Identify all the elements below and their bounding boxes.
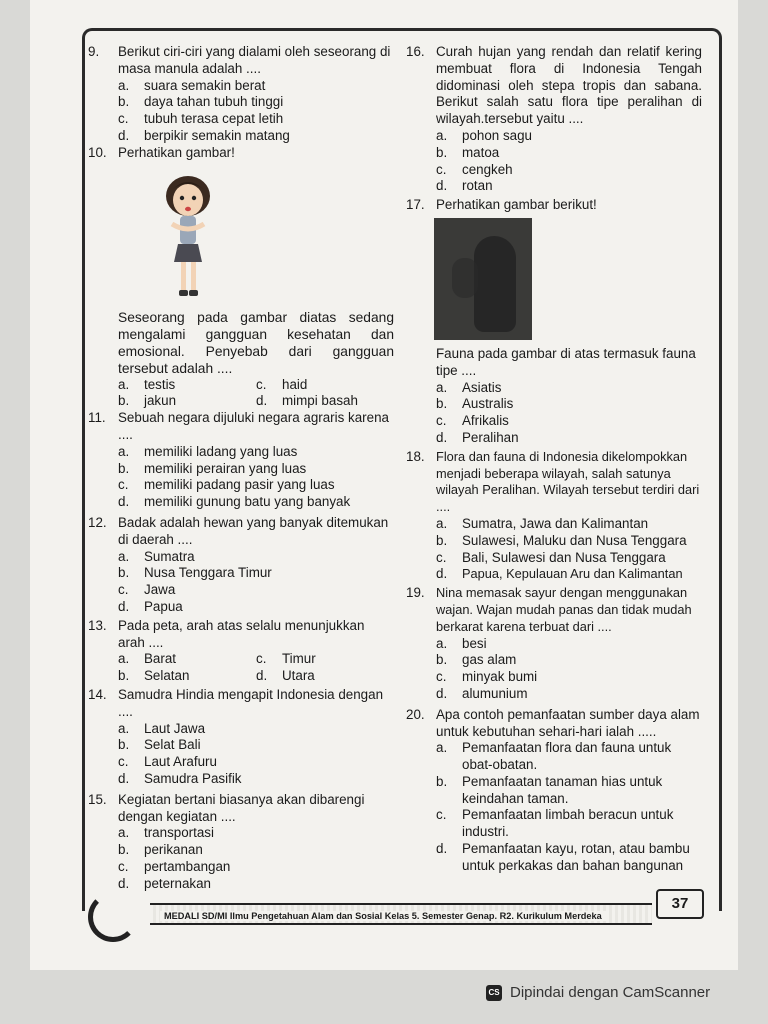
option: d. Peralihan — [436, 429, 519, 445]
question-number: 14. — [88, 686, 107, 702]
question-stem: Sebuah negara dijuluki negara agraris karena .... — [118, 410, 389, 442]
question-stem: Flora dan fauna di Indonesia dikelompokkan menjadi beberapa wilayah, salah satunya wilayah Peralihan. Wilayah tersebut terdiri dari .... — [436, 448, 700, 515]
question-stem: Pada peta, arah atas selalu menunjukkan arah .... — [118, 617, 365, 650]
question-number: 9. — [88, 44, 100, 59]
option: b. Pemanfaatan tanaman hias untuk keindahan taman. — [436, 773, 663, 806]
option: a. pohon sagu — [436, 127, 532, 143]
option: d. Papua — [118, 598, 183, 614]
option: c. Laut Arafuru — [118, 754, 217, 770]
option: a. suara semakin berat — [118, 77, 266, 93]
option: c. cengkeh — [436, 161, 513, 177]
decorative-curl — [88, 892, 138, 942]
option-row: b. Selatan d. Utara — [118, 668, 315, 684]
option-row: b. jakun d. mimpi basah — [118, 393, 358, 409]
question-number: 12. — [88, 514, 107, 530]
option: b. matoa — [436, 144, 500, 160]
question-number: 19. — [406, 585, 425, 601]
option: c. Afrikalis — [436, 413, 509, 429]
option: c. Bali, Sulawesi dan Nusa Tenggara — [436, 549, 666, 565]
right-column — [406, 44, 702, 875]
option: d. rotan — [436, 178, 493, 194]
question-20 — [406, 707, 702, 875]
question-stem: Badak adalah hewan yang banyak ditemukan di daerah .... — [118, 514, 389, 547]
page-number: 37 — [656, 889, 704, 919]
question-15 — [88, 792, 394, 893]
question-13 — [88, 618, 394, 685]
option: d. alumunium — [436, 685, 528, 701]
option: a. Sumatra — [118, 548, 195, 564]
question-stem-continued: Seseorang pada gambar diatas sedang mengalami gangguan kesehatan dan emosional. Penyebab dari gangguan tersebut adalah .... — [118, 309, 394, 376]
option: c. minyak bumi — [436, 669, 538, 685]
footer-text: MEDALI SD/MI Ilmu Pengetahuan Alam dan Sosial Kelas 5. Semester Genap. R2. Kurikulum Merdeka — [160, 911, 606, 921]
left-column — [88, 44, 394, 892]
question-stem: Nina memasak sayur dengan menggunakan wajan. Wajan mudah panas dan tidak mudah berkarat karena terbuat dari .... — [436, 585, 692, 634]
question-stem: Berikut ciri-ciri yang dialami oleh seseorang di masa manula adalah .... — [118, 44, 391, 76]
option: b. Selat Bali — [118, 737, 201, 753]
question-number: 15. — [88, 791, 107, 807]
option: b. Sulawesi, Maluku dan Nusa Tenggara — [436, 532, 687, 548]
option-row: a. testis c. haid — [118, 376, 308, 392]
option: c. memiliki padang pasir yang luas — [118, 477, 335, 493]
question-17 — [406, 197, 702, 447]
option: c. Pemanfaatan limbah beracun untuk industri. — [436, 807, 674, 840]
option: c. tubuh terasa cepat letih — [118, 111, 284, 127]
option: a. memiliki ladang yang luas — [118, 443, 298, 459]
girl-illustration — [158, 168, 218, 303]
option: a. Laut Jawa — [118, 720, 206, 736]
animal-photo — [434, 218, 532, 340]
question-stem: Perhatikan gambar! — [118, 144, 235, 160]
camscanner-watermark — [486, 984, 710, 1001]
option: a. Pemanfaatan flora dan fauna untuk obat-obatan. — [436, 740, 672, 773]
question-number: 16. — [406, 44, 425, 59]
option: b. gas alam — [436, 652, 517, 668]
option: b. perikanan — [118, 842, 203, 858]
option: b. daya tahan tubuh tinggi — [118, 94, 284, 110]
question-14 — [88, 687, 394, 788]
option: a. Sumatra, Jawa dan Kalimantan — [436, 515, 649, 531]
option: b. memiliki perairan yang luas — [118, 460, 307, 476]
footer-banner — [150, 903, 652, 925]
question-number: 10. — [88, 144, 107, 160]
option: d. Samudra Pasifik — [118, 770, 242, 786]
question-number: 18. — [406, 448, 425, 464]
question-18 — [406, 449, 702, 583]
question-stem: Kegiatan bertani biasanya akan dibarengi dengan kegiatan .... — [118, 791, 365, 824]
option: d. Papua, Kepulauan Aru dan Kalimantan — [436, 566, 683, 582]
option: a. Asiatis — [436, 379, 502, 395]
camscanner-text: Dipindai dengan CamScanner — [510, 984, 711, 1001]
question-stem: Curah hujan yang rendah dan relatif kering membuat flora di Indonesia Tengah didominasi oleh stepa tropis dan sabana. Berikut salah satu flora tipe peralihan di wilayah.tersebut yaitu .... — [436, 44, 702, 127]
camscanner-logo-icon: CS — [486, 985, 502, 1001]
question-11 — [88, 410, 394, 511]
question-number: 17. — [406, 197, 425, 213]
option: d. memiliki gunung batu yang banyak — [118, 494, 351, 510]
question-stem-continued: Fauna pada gambar di atas termasuk fauna tipe .... — [436, 345, 696, 378]
question-stem: Apa contoh pemanfaatan sumber daya alam untuk kebutuhan sehari-hari ialah ..... — [436, 706, 700, 739]
option-row: a. Barat c. Timur — [118, 651, 316, 667]
question-number: 13. — [88, 617, 107, 633]
question-number: 11. — [88, 410, 106, 426]
question-19 — [406, 585, 702, 703]
question-12 — [88, 515, 394, 616]
question-16 — [406, 44, 702, 195]
question-number: 20. — [406, 706, 425, 722]
option: d. peternakan — [118, 875, 212, 891]
question-stem: Perhatikan gambar berikut! — [436, 197, 597, 213]
option: b. Nusa Tenggara Timur — [118, 565, 272, 581]
option: d. berpikir semakin matang — [118, 127, 290, 143]
question-stem: Samudra Hindia mengapit Indonesia dengan .... — [118, 686, 384, 719]
option: b. Australis — [436, 396, 514, 412]
option: c. Jawa — [118, 582, 176, 598]
option: c. pertambangan — [118, 858, 231, 874]
option: a. transportasi — [118, 825, 214, 841]
question-10 — [88, 145, 394, 410]
option: a. besi — [436, 635, 487, 651]
question-9 — [88, 44, 394, 145]
option: d. Pemanfaatan kayu, rotan, atau bambu untuk perkakas dan bahan bangunan — [436, 841, 690, 873]
